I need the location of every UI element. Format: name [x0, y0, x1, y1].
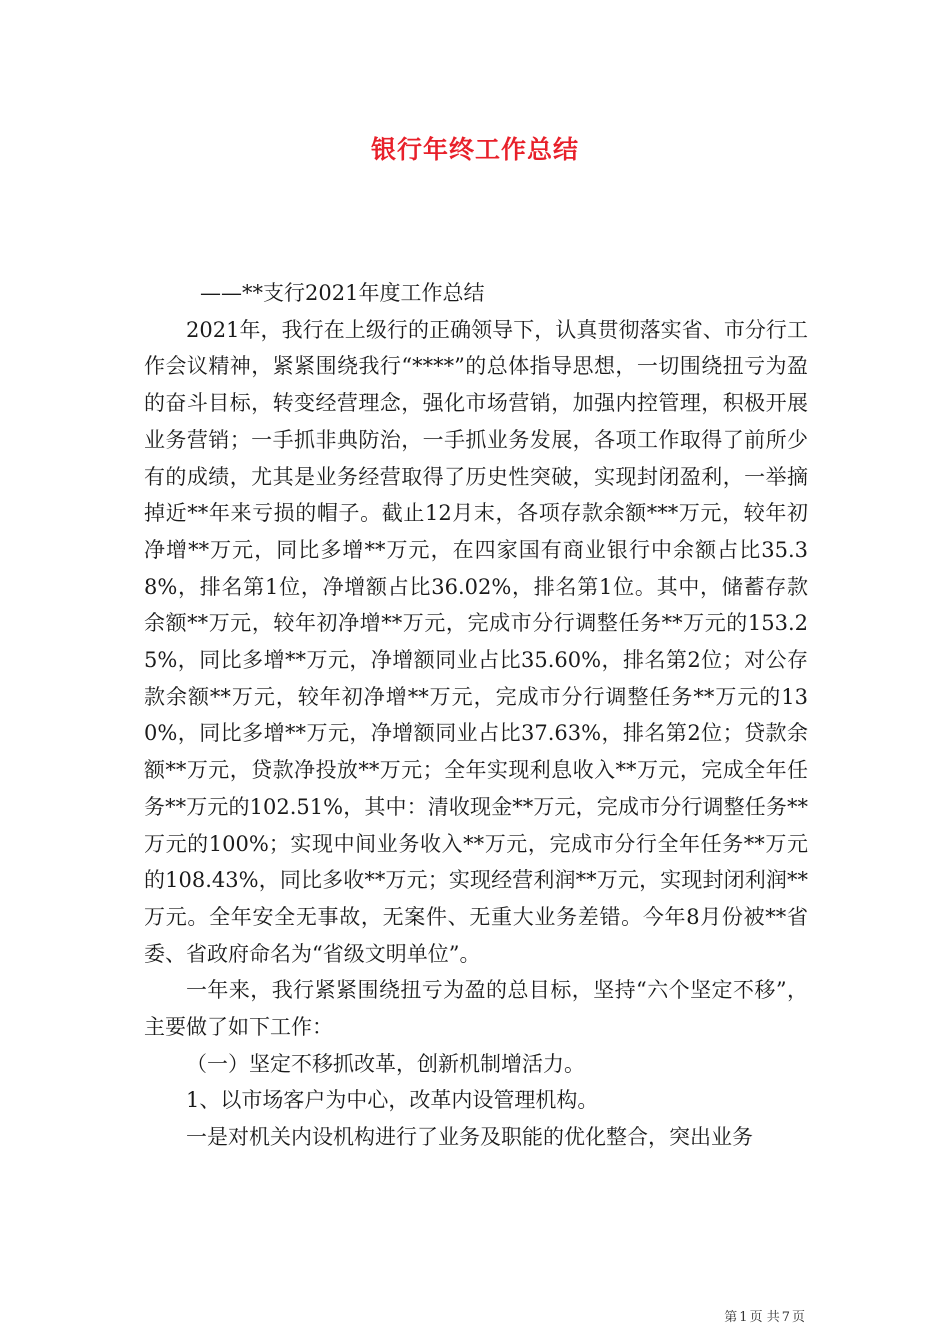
- page-number: [723, 1306, 806, 1325]
- page-total: 7: [781, 1310, 790, 1325]
- document-title: 银行年终工作总结: [370, 135, 579, 164]
- paragraph-intro: 一年来，我行紧紧围绕扭亏为盈的总目标，坚持“六个坚定不移”，主要做了如下工作：: [144, 978, 808, 1040]
- subsection-heading: 1、以市场客户为中心，改革内设管理机构。: [186, 1088, 599, 1113]
- page-current: 1: [739, 1310, 748, 1325]
- page-prefix: 第: [724, 1310, 738, 1325]
- paragraph-summary: 2021年，我行在上级行的正确领导下，认真贯彻落实省、市分行工作会议精神，紧紧围绕我行“****”的总体指导思想，一切围绕扭亏为盈的奋斗目标，转变经营理念，强化市场营销，加强内控管理，积极开展业务营销；一手抓非典防治，一手抓业务发展，各项工作取得了前所少有的成绩，尤其是业务经营取得了历史性突破，实现封闭盈利，一举摘掉近**年来亏损的帽子。截止12月末，各项存款余额***万元，较年初净增**万元，同比多增**万元，在四家国有商业银行中余额占比35.38%，排名第1位，净增额占比36.02%，排名第1位。其中，储蓄存款余额**万元，较年初净增**万元，完成市分行调整任务**万元的153.25%，同比多增**万元，净增额同业占比35.60%，排名第2位；对公存款余额**万元，较年初净增**万元，完成市分行调整任务**万元的130%，同比多增**万元，净增额同业占比37.63%，排名第2位；贷款余额**万元，贷款净投放**万元；全年实现利息收入**万元，完成全年任务**万元的102.51%，其中：清收现金**万元，完成市分行调整任务**万元的100%；实现中间业务收入**万元，完成市分行全年任务**万元的108.43%，同比多收**万元；实现经营利润**万元，实现封闭利润**万元。全年安全无事故，无案件、无重大业务差错。今年8月份被**省委、省政府命名为“省级文明单位”。: [144, 317, 808, 966]
- page-middle: 页 共: [749, 1310, 780, 1325]
- section-heading: （一）坚定不移抓改革，创新机制增活力。: [186, 1051, 585, 1076]
- paragraph-item: 一是对机关内设机构进行了业务及职能的优化整合，突出业务: [186, 1125, 753, 1150]
- document-body: [144, 275, 808, 1156]
- document-subtitle: ——**支行2021年度工作总结: [200, 281, 485, 305]
- page-suffix: 页: [791, 1310, 805, 1325]
